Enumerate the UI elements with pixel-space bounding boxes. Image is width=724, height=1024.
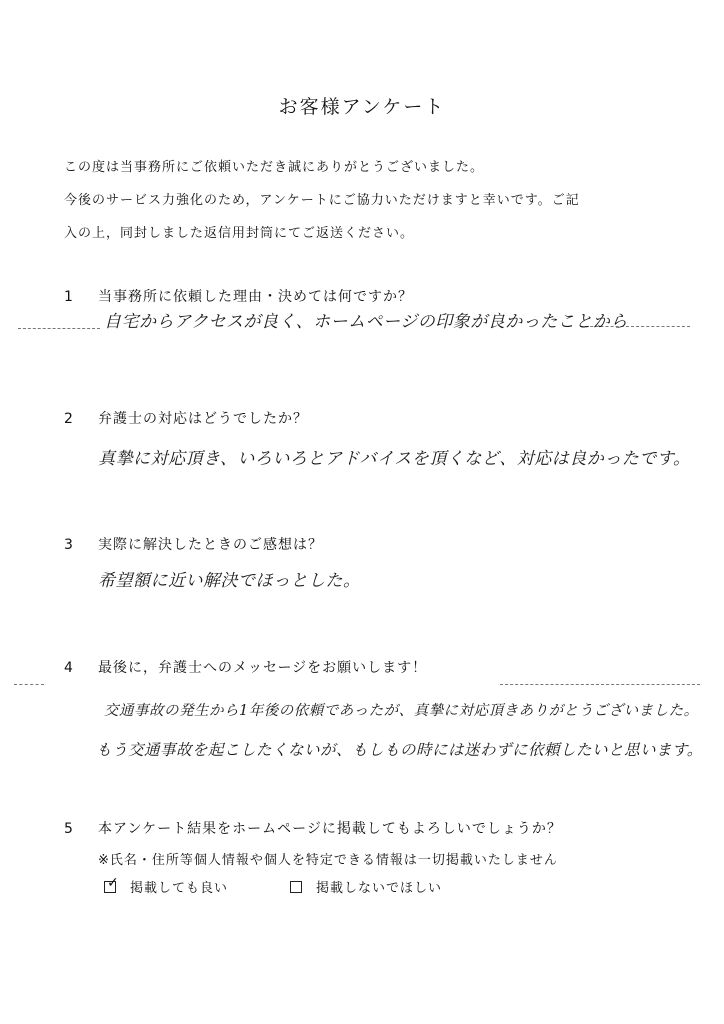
dashed-line	[18, 328, 100, 329]
question-5	[64, 818, 562, 838]
checkbox-checked[interactable]	[104, 874, 120, 893]
option-label: 掲載しても良い	[130, 881, 229, 896]
question-text: 本アンケート結果をホームページに掲載してもよろしいでしょうか？	[98, 821, 562, 837]
question-text: 弁護士の対応はどうでしたか？	[98, 411, 308, 427]
option-publish-ok[interactable]	[104, 874, 229, 896]
question-2	[64, 408, 308, 428]
privacy-note: ※氏名・住所等個人情報や個人を特定できる情報は一切掲載いたしません	[98, 853, 558, 868]
dashed-line	[500, 684, 700, 685]
question-number: 3	[64, 537, 74, 553]
question-number: 4	[64, 660, 74, 676]
answer-2: 真摯に対応頂き、いろいろとアドバイスを頂くなど、対応は良かったです。	[98, 449, 691, 469]
answer-1: 自宅からアクセスが良く、ホームページの印象が良かったことから	[104, 312, 628, 332]
question-text: 当事務所に依頼した理由・決めては何ですか？	[98, 289, 413, 305]
question-3	[64, 534, 323, 554]
page-title: お客様アンケート	[278, 96, 446, 118]
intro-line-3: 入の上，同封しました返信用封筒にてご返送ください。	[64, 226, 415, 241]
intro-line-2: 今後のサービス力強化のため，アンケートにご協力いただけますと幸いです。ご記	[64, 193, 580, 208]
option-label: 掲載しないでほしい	[316, 881, 443, 896]
answer-4-line-2: もう交通事故を起こしたくないが、もしもの時には迷わずに依頼したいと思います。	[96, 741, 703, 759]
option-publish-no[interactable]	[290, 877, 442, 896]
question-number: 2	[64, 411, 74, 427]
answer-3: 希望額に近い解決でほっとした。	[98, 571, 361, 591]
dashed-line	[14, 684, 44, 685]
answer-4-line-1: 交通事故の発生から1年後の依頼であったが、真摯に対応頂きありがとうございました。	[104, 703, 699, 719]
question-text: 最後に，弁護士へのメッセージをお願いします！	[98, 660, 428, 676]
checkbox-unchecked[interactable]	[290, 881, 302, 893]
question-4	[64, 657, 427, 677]
question-text: 実際に解決したときのご感想は？	[98, 537, 323, 553]
question-1	[64, 286, 413, 306]
intro-line-1: この度は当事務所にご依頼いただき誠にありがとうございました。	[64, 160, 485, 175]
question-number: 5	[64, 821, 74, 837]
question-number: 1	[64, 289, 74, 305]
checkmark-icon: ✓	[107, 874, 120, 891]
